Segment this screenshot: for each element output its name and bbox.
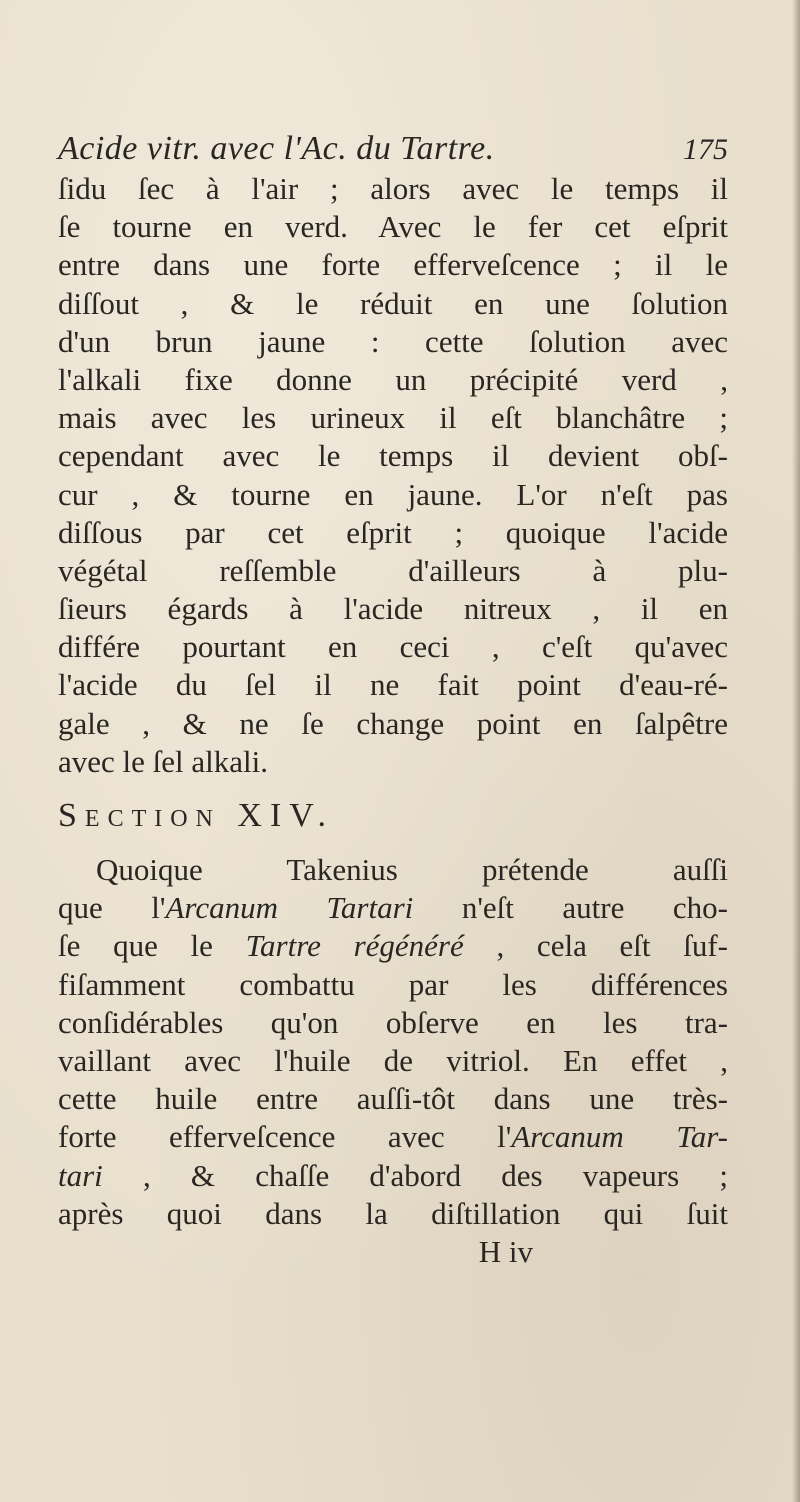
text-line: tari , & chaſſe d'abord des vapeurs ;: [58, 1157, 728, 1193]
text-block: [58, 128, 758, 1271]
running-header: [58, 128, 728, 170]
text-line: végétal reſſemble d'ailleurs à plu-: [58, 552, 728, 588]
section-heading: Section XIV.: [58, 797, 334, 834]
italic-term: tari: [58, 1157, 103, 1193]
text-line: entre dans une forte effervеſcence ; il le: [58, 247, 728, 283]
italic-term: Tartre régénéré: [245, 928, 464, 964]
text-line: Quoique Takenius prétende auſſi: [96, 852, 728, 887]
text-line: que l'Arcanum Tartari n'eſt autre cho-: [58, 890, 728, 926]
text-line: fiſamment combattu par les différences: [58, 966, 728, 1002]
catchword-signature: H iv: [478, 1233, 533, 1269]
italic-term: Arcanum Tartari: [165, 890, 414, 926]
text-line: avec le ſel alkali.: [58, 743, 268, 779]
text-line: vaillant avec l'huile de vitriol. En effet ,: [58, 1042, 728, 1078]
text-line: diſſous par cet eſprit ; quoique l'acide: [58, 514, 728, 550]
paragraph-2: [58, 851, 758, 1233]
text-line: ſidu ſec à l'air ; alors avec le temps il: [58, 171, 728, 206]
text-line: forte effervеſcence avec l'Arcanum Tar-: [58, 1119, 728, 1155]
text-line: ſieurs égards à l'acide nitreux , il en: [58, 591, 728, 627]
paragraph-1: [58, 170, 758, 781]
text-line: gale , & ne ſe change point en ſalpêtre: [58, 705, 728, 741]
text-line: diſſout , & le réduit en une ſolution: [58, 285, 728, 321]
text-line: mais avec les urineux il eſt blanchâtre ;: [58, 400, 728, 436]
text-line: conſidérables qu'on obſerve en les tra-: [58, 1004, 728, 1040]
text-line: ſe que le Tartre régénéré , cela eſt ſuf-: [58, 928, 728, 964]
text-line: après quoi dans la diſtillation qui ſuit: [58, 1195, 728, 1231]
page-number: 175: [683, 133, 728, 166]
text-line: différe pourtant en ceci , c'eſt qu'avec: [58, 629, 728, 665]
italic-term: Arcanum Tar-: [511, 1119, 728, 1155]
text-line: l'acide du ſel il ne fait point d'eau-ré-: [58, 667, 728, 703]
page-edge-shadow: [792, 0, 800, 1502]
running-title: Acide vitr. avec l'Ac. du Tartre.: [58, 130, 495, 167]
text-line: cur , & tourne en jaune. L'or n'eſt pas: [58, 476, 728, 512]
text-line: ſe tourne en verd. Avec le fer cet eſprit: [58, 209, 728, 245]
text-line: l'alkali fixe donne un précipité verd ,: [58, 361, 728, 397]
text-line: cependant avec le temps il devient obſ-: [58, 438, 728, 474]
text-line: d'un brun jaune : cette ſolution avec: [58, 323, 728, 359]
text-line: cette huile entre auſſi-tôt dans une très-: [58, 1081, 728, 1117]
